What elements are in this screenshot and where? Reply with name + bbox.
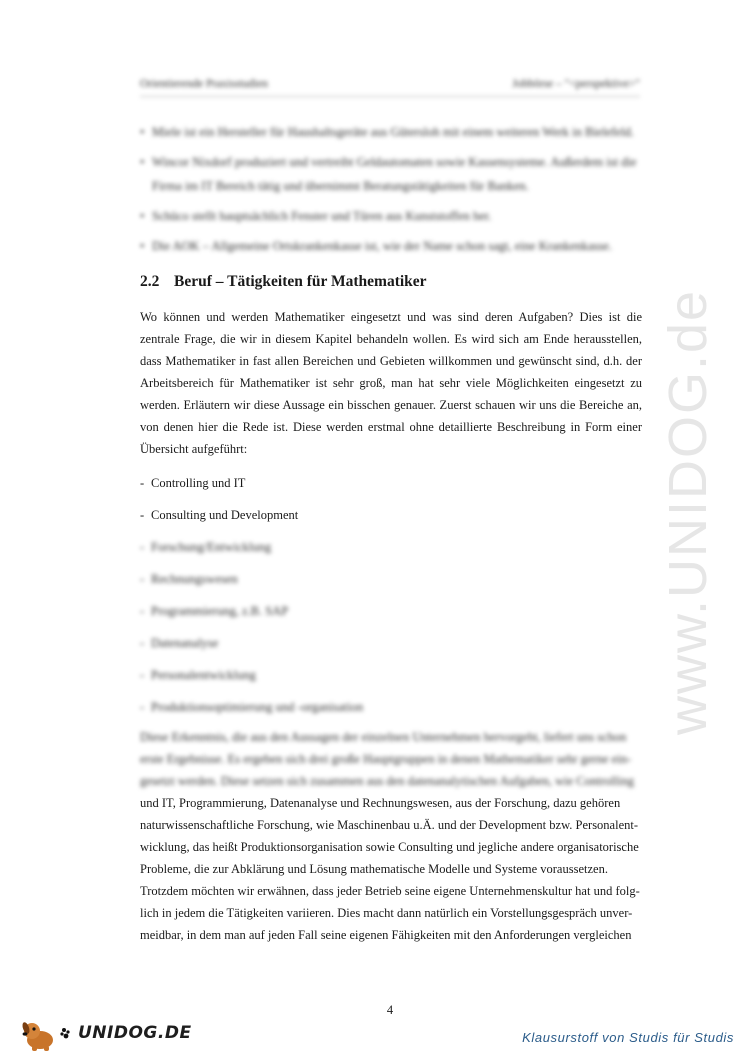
paragraph-line: meidbar, in dem man auf jeden Fall seine eigenen Fähigkeiten mit den Anforderungen vergleichen [140, 928, 632, 942]
header-right: Jobbörse – "<perspektive>" [512, 78, 640, 90]
work-area-list [140, 472, 540, 728]
summary-paragraph [140, 726, 642, 946]
list-item: - Personalentwicklung [140, 668, 256, 682]
list-item: • Die AOK – Allgemeine Ortskrankenkasse ist, wie der Name schon sagt, eine Krankenkasse. [140, 234, 645, 258]
header-left: Orientierende Praxisstudien [140, 78, 269, 90]
list-item: - Produktionsoptimierung und -organisation [140, 700, 364, 714]
paragraph-line: erste Ergebnisse. Es ergeben sich drei große Hauptgruppen in denen Mathematiker sehr gerne ein- [140, 752, 632, 766]
page-number: 4 [386, 1003, 394, 1017]
paragraph-line: lich in jedem die Tätigkeiten variieren. Dies macht dann natürlich ein Vorstellungsgespräch unver- [140, 906, 633, 920]
list-item: • Schüco stellt hauptsächlich Fenster und Türen aus Kunststoffen her. [140, 204, 645, 228]
paragraph-line: naturwissenschaftliche Forschung, wie Maschinenbau u.Ä. und der Development bzw. Personalent- [140, 818, 639, 832]
list-item: - Consulting und Development [140, 508, 299, 522]
section-number: 2.2 [140, 273, 160, 290]
paragraph-line: Diese Erkenntnis, die aus den Aussagen der einzelnen Unternehmen hervorgeht, liefert uns schon [140, 730, 627, 744]
list-item: - Forschung/Entwicklung [140, 540, 272, 554]
intro-paragraph: Wo können und werden Mathematiker eingesetzt und was sind deren Aufgaben? Dies ist die zentrale Frage, die wir in diesem Kapitel behandeln wollen. Es wird sich am Ende herausstellen, dass Mathematiker in fast allen Bereichen und Gebieten willkommen und gewünscht sind, d.h. der Arbeitsbereich für Mathematiker ist sehr groß, man hat sehr viele Möglichkeiten eingesetzt zu werden. Erläutern wir diese Aussage ein bisschen genauer. Zuerst schauen wir uns die Bereiche an, von denen hier die Rede ist. Diese werden erstmal ohne detaillierte Beschreibung in Form einer Übersicht aufgeführt: [140, 310, 642, 456]
list-item: • Wincor Nixdorf produziert und vertreibt Geldautomaten sowie Kassensysteme. Außerdem ist die Firma im IT Bereich tätig und übernimmt Beratungstätigkeiten für Banken. [140, 150, 645, 198]
list-item: - Programmierung, z.B. SAP [140, 604, 289, 618]
section-title: Beruf – Tätigkeiten für Mathematiker [174, 273, 427, 290]
paragraph-line: wicklung, das heißt Produktionsorganisation sowie Consulting und jegliche andere organisatorische [140, 840, 639, 854]
company-bullet-list [140, 120, 645, 264]
paragraph-line: Probleme, die zur Abklärung und Lösung mathematische Modelle und Systeme voraussetzen. [140, 862, 608, 876]
paragraph-line: und IT, Programmierung, Datenanalyse und Rechnungswesen, aus der Forschung, dazu gehören [140, 796, 621, 810]
section-heading [140, 273, 427, 291]
watermark: www.UNIDOG.de [658, 288, 718, 735]
paragraph-line: Trotzdem möchten wir erwähnen, dass jeder Betrieb seine eigene Unternehmenskultur hat und folg- [140, 884, 640, 898]
running-header [140, 76, 640, 97]
logo-text: UNIDOG.DE [78, 1023, 192, 1043]
list-item: - Controlling und IT [140, 476, 246, 490]
dog-mascot-icon [20, 1020, 72, 1052]
paragraph-line: gesetzt werden. Diese setzen sich zusammen aus den datenanalytischen Aufgaben, wie Controlling [140, 774, 634, 788]
list-item: • Miele ist ein Hersteller für Haushaltsgeräte aus Gütersloh mit einem weiteren Werk in Bielefeld. [140, 120, 645, 144]
footer-tagline: Klausurstoff von Studis für Studis [522, 1030, 734, 1045]
unidog-logo[interactable] [20, 1020, 190, 1050]
list-item: - Rechnungswesen [140, 572, 238, 586]
list-item: - Datenanalyse [140, 636, 219, 650]
